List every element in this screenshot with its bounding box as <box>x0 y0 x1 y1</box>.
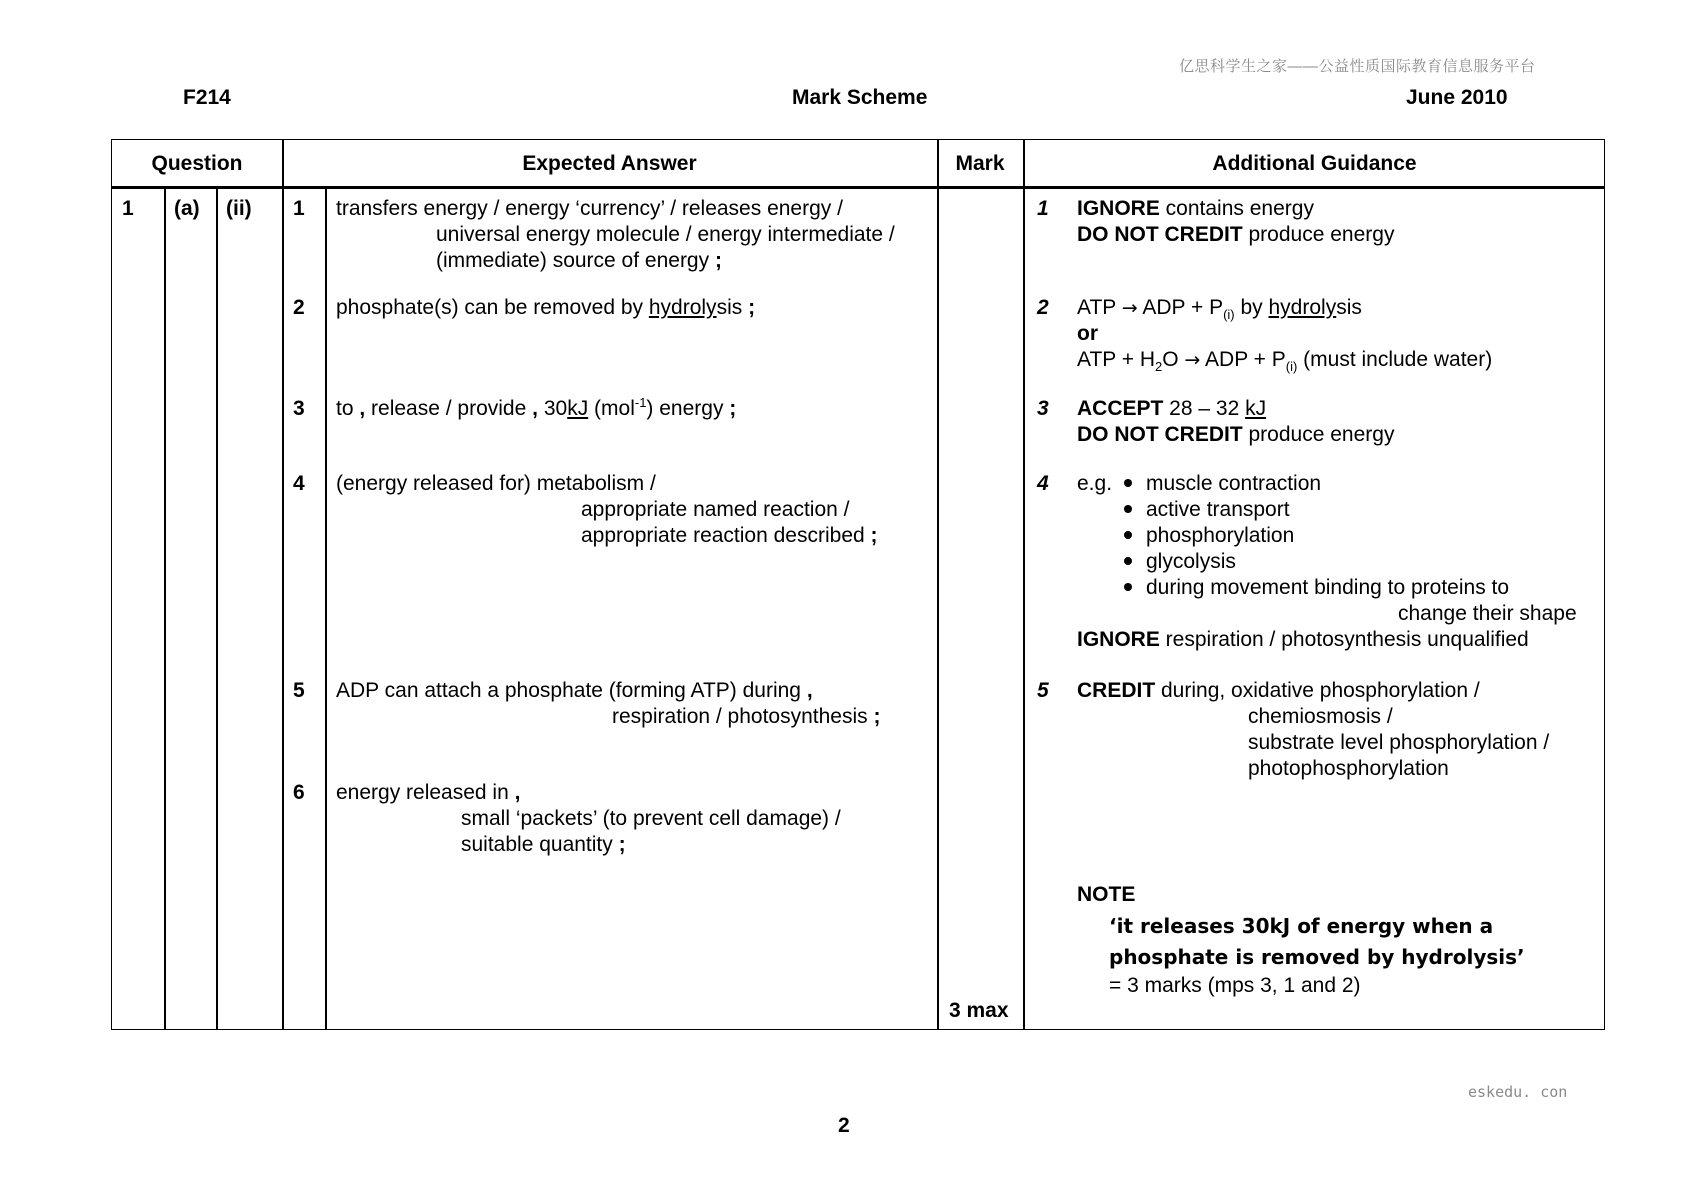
bullet-icon <box>1124 583 1132 591</box>
guidance-1: IGNORE contains energy DO NOT CREDIT produce energy <box>1077 197 1395 246</box>
list-item: phosphorylation <box>1124 523 1509 549</box>
guidance-3: ACCEPT 28 – 32 kJ DO NOT CREDIT produce energy <box>1077 397 1395 446</box>
col-divider <box>164 188 166 1029</box>
col-divider <box>216 188 218 1029</box>
watermark-top: 亿思科学生之家——公益性质国际教育信息服务平台 <box>1179 58 1536 75</box>
guidance-5: CREDIT during, oxidative phosphorylation / chemiosmosis / substrate level phosphorylation / photophosphorylation <box>1077 679 1550 780</box>
exam-date: June 2010 <box>1406 86 1508 109</box>
paper-code: F214 <box>183 86 231 109</box>
answer-2: phosphate(s) can be removed by hydrolysis ; <box>336 296 756 319</box>
list-item: active transport <box>1124 497 1509 523</box>
guidance-number: 5 <box>1037 679 1049 702</box>
bullet-icon <box>1124 479 1132 487</box>
guidance-4-continuation: change their shape <box>1398 602 1577 625</box>
col-divider <box>282 140 284 1029</box>
point-number: 1 <box>293 197 305 220</box>
header-question: Question <box>151 152 243 175</box>
mark-scheme-table <box>111 139 1605 1030</box>
bullet-icon <box>1124 505 1132 513</box>
right-arrow-icon: → <box>1121 297 1138 319</box>
guidance-4-ignore: IGNORE respiration / photosynthesis unqualified <box>1077 628 1529 651</box>
guidance-2: ATP → ADP + $P_{(i)}$ by hydrolysis or ATP + $H_2O$ → ADP + $P_{(i)}$ (must include water) <box>1077 296 1493 375</box>
question-number: 1 <box>122 197 134 220</box>
right-arrow-icon: → <box>1184 349 1201 371</box>
point-number: 5 <box>293 679 305 702</box>
watermark-bottom: eskedu. con <box>1468 1083 1568 1101</box>
guidance-number: 1 <box>1037 197 1049 220</box>
header-additional-guidance: Additional Guidance <box>1212 152 1417 175</box>
answer-5: ADP can attach a phosphate (forming ATP) during , respiration / photosynthesis ; <box>336 679 881 728</box>
guidance-4-bullets <box>1124 471 1509 601</box>
bullet-icon <box>1124 557 1132 565</box>
guidance-number: 3 <box>1037 397 1049 420</box>
header-mark: Mark <box>955 152 1005 175</box>
header-rule <box>112 186 1604 189</box>
point-number: 6 <box>293 781 305 804</box>
guidance-4-eg: e.g. <box>1077 472 1113 495</box>
list-item: during movement binding to proteins to <box>1124 575 1509 601</box>
question-subpart: (ii) <box>226 197 252 220</box>
answer-1: transfers energy / energy ‘currency’ / releases energy / universal energy molecule / energy intermediate / (immediate) source of energy ; <box>336 197 895 272</box>
note-quote: ‘it releases 30kJ of energy when a phosphate is removed by hydrolysis’ <box>1109 914 1525 969</box>
answer-6: energy released in , small ‘packets’ (to prevent cell damage) / suitable quantity ; <box>336 781 841 856</box>
page-title: Mark Scheme <box>792 86 928 109</box>
note-label: NOTE <box>1077 883 1136 906</box>
page-number: 2 <box>838 1114 850 1137</box>
list-item: muscle contraction <box>1124 471 1509 497</box>
answer-3: to , release / provide , 30kJ (mol$^{-1}$) energy ; <box>336 395 737 420</box>
note-result: = 3 marks (mps 3, 1 and 2) <box>1109 974 1361 997</box>
col-divider <box>1023 140 1025 1029</box>
col-divider <box>325 188 327 1029</box>
mark-total: 3 max <box>949 999 1009 1022</box>
answer-4: (energy released for) metabolism / appropriate named reaction / appropriate reaction described ; <box>336 472 878 547</box>
point-number: 4 <box>293 472 305 495</box>
bullet-icon <box>1124 531 1132 539</box>
point-number: 2 <box>293 296 305 319</box>
list-item: glycolysis <box>1124 549 1509 575</box>
point-number: 3 <box>293 397 305 420</box>
question-part: (a) <box>174 197 200 220</box>
col-divider <box>937 140 939 1029</box>
header-expected-answer: Expected Answer <box>522 152 697 175</box>
guidance-number: 4 <box>1037 472 1049 495</box>
guidance-number: 2 <box>1037 296 1049 319</box>
